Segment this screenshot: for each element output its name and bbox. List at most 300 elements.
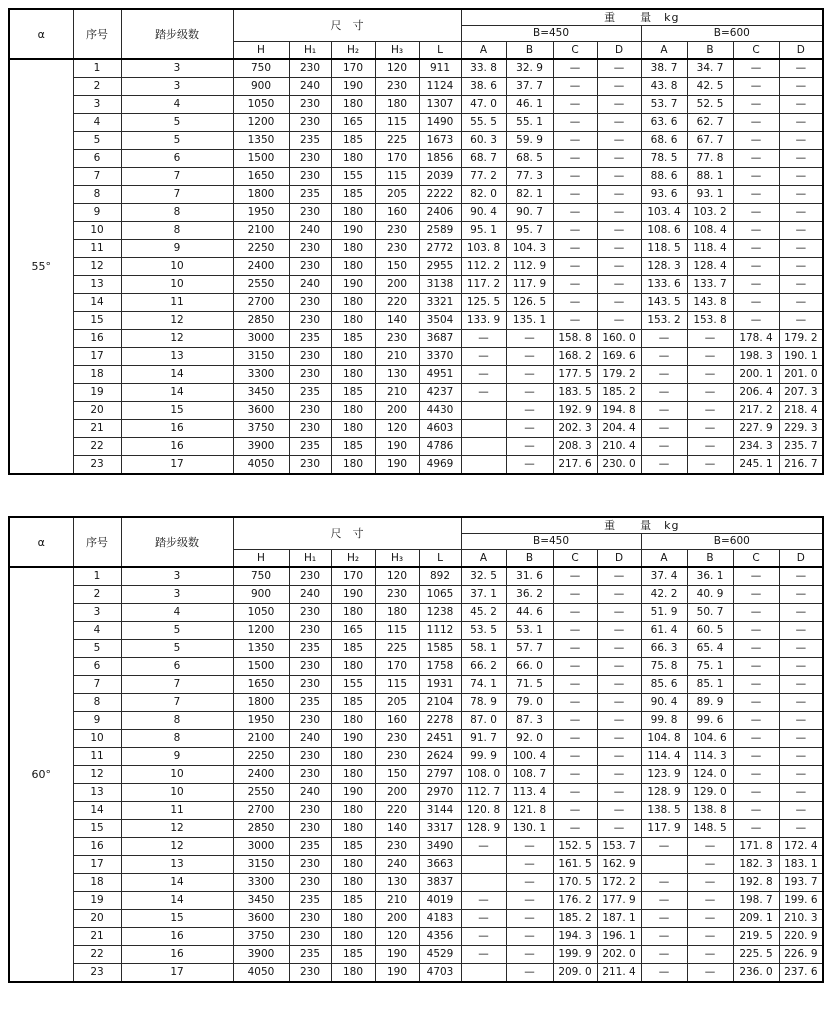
table-cell: 1307 — [419, 96, 461, 114]
table-cell: 113. 4 — [506, 784, 553, 802]
table-row — [9, 676, 823, 694]
table-cell: — — [553, 59, 597, 78]
col-header-serial: 序号 — [73, 9, 121, 59]
table-cell: 170 — [331, 567, 375, 586]
table-cell: 230 — [375, 330, 419, 348]
table-cell: 9 — [73, 712, 121, 730]
col-header-weight: 重 量 kg — [461, 517, 823, 534]
table-cell: — — [779, 186, 823, 204]
table-cell: 4019 — [419, 892, 461, 910]
col-header-b600-d: D — [779, 42, 823, 60]
table-cell: 2772 — [419, 240, 461, 258]
table-cell: 230 — [375, 838, 419, 856]
table-cell: 3450 — [233, 384, 289, 402]
table-cell: 115 — [375, 622, 419, 640]
table-cell: 230 — [289, 150, 331, 168]
table-cell: — — [733, 748, 779, 766]
table-row — [9, 150, 823, 168]
table-cell — [461, 856, 506, 874]
table-cell: 230 — [289, 676, 331, 694]
table-cell: 11 — [121, 802, 233, 820]
table-cell: 6 — [73, 150, 121, 168]
table-cell: — — [733, 622, 779, 640]
table-cell: — — [733, 694, 779, 712]
table-cell: 892 — [419, 567, 461, 586]
table-cell: 90. 4 — [641, 694, 687, 712]
table-cell: 230 — [375, 240, 419, 258]
table-cell: — — [779, 204, 823, 222]
table-cell: 230 — [289, 604, 331, 622]
table-cell: 99. 9 — [461, 748, 506, 766]
col-header-h1: H₁ — [289, 42, 331, 60]
table-cell: 1050 — [233, 604, 289, 622]
table-cell: 171. 8 — [733, 838, 779, 856]
table-cell: — — [597, 59, 641, 78]
table-cell: 3600 — [233, 402, 289, 420]
col-header-steps: 踏步级数 — [121, 9, 233, 59]
table-cell: 2970 — [419, 784, 461, 802]
table-cell: — — [733, 168, 779, 186]
table-cell: 2451 — [419, 730, 461, 748]
table-cell: 2400 — [233, 258, 289, 276]
table-cell: 66. 0 — [506, 658, 553, 676]
table-cell: 1 — [73, 567, 121, 586]
table-cell: 180 — [375, 604, 419, 622]
table-cell — [461, 420, 506, 438]
table-cell: 200 — [375, 784, 419, 802]
col-header-dimensions: 尺 寸 — [233, 9, 461, 42]
table-cell: — — [687, 348, 733, 366]
table-body-55 — [9, 59, 823, 474]
col-header-b450-d: D — [597, 550, 641, 568]
table-row — [9, 856, 823, 874]
col-header-b600: B=600 — [641, 534, 823, 550]
table-cell: 4 — [121, 604, 233, 622]
table-cell: 180 — [331, 402, 375, 420]
table-cell: 230 — [289, 766, 331, 784]
table-cell: — — [597, 258, 641, 276]
table-cell: 7 — [121, 168, 233, 186]
table-row — [9, 240, 823, 258]
table-cell: 185. 2 — [597, 384, 641, 402]
table-cell: 9 — [121, 240, 233, 258]
table-cell: 12 — [121, 312, 233, 330]
table-cell: 230 — [289, 114, 331, 132]
table-cell: 20 — [73, 402, 121, 420]
table-cell: 11 — [73, 748, 121, 766]
table-cell: 100. 4 — [506, 748, 553, 766]
table-body-60 — [9, 567, 823, 982]
col-header-h2: H₂ — [331, 550, 375, 568]
table-cell: 5 — [121, 114, 233, 132]
table-cell: 115 — [375, 114, 419, 132]
table-cell: 130 — [375, 366, 419, 384]
table-cell: — — [779, 114, 823, 132]
table-cell: — — [506, 874, 553, 892]
table-cell: 210. 4 — [597, 438, 641, 456]
table-cell: 87. 0 — [461, 712, 506, 730]
col-header-b450-c: C — [553, 550, 597, 568]
table-cell: 240 — [289, 276, 331, 294]
table-cell: 230 — [289, 802, 331, 820]
table-cell: 4603 — [419, 420, 461, 438]
table-row — [9, 748, 823, 766]
table-cell: 208. 3 — [553, 438, 597, 456]
table-cell: 235 — [289, 384, 331, 402]
table-cell: 37. 4 — [641, 567, 687, 586]
table-cell: 230 — [289, 820, 331, 838]
table-cell: — — [597, 276, 641, 294]
table-cell: 200 — [375, 402, 419, 420]
table-cell: 160 — [375, 712, 419, 730]
table-row — [9, 730, 823, 748]
table-cell: — — [779, 168, 823, 186]
table-cell: 85. 6 — [641, 676, 687, 694]
table-cell: 135. 1 — [506, 312, 553, 330]
table-cell: 205 — [375, 186, 419, 204]
table-cell: 235 — [289, 838, 331, 856]
table-row — [9, 312, 823, 330]
table-cell: 4356 — [419, 928, 461, 946]
table-cell: — — [553, 748, 597, 766]
table-cell: 180 — [331, 910, 375, 928]
table-cell — [461, 456, 506, 475]
table-cell: — — [641, 366, 687, 384]
table-cell: 1650 — [233, 676, 289, 694]
table-cell: 79. 0 — [506, 694, 553, 712]
table-cell: 172. 2 — [597, 874, 641, 892]
table-cell: 2406 — [419, 204, 461, 222]
table-cell: 3750 — [233, 928, 289, 946]
table-cell: 103. 2 — [687, 204, 733, 222]
table-cell: 236. 0 — [733, 964, 779, 983]
table-cell: 33. 8 — [461, 59, 506, 78]
table-cell: 1112 — [419, 622, 461, 640]
table-cell: 1800 — [233, 694, 289, 712]
table-cell: 199. 9 — [553, 946, 597, 964]
table-cell: — — [506, 964, 553, 983]
table-cell: 3 — [121, 567, 233, 586]
table-cell: 1800 — [233, 186, 289, 204]
table-cell: 2222 — [419, 186, 461, 204]
alpha-value: 55° — [9, 59, 73, 474]
col-header-b600-b: B — [687, 550, 733, 568]
table-cell: 230 — [289, 658, 331, 676]
table-cell: 210 — [375, 348, 419, 366]
table-cell: 60. 5 — [687, 622, 733, 640]
col-header-l: L — [419, 42, 461, 60]
table-cell: 207. 3 — [779, 384, 823, 402]
table-cell: 7 — [121, 186, 233, 204]
table-cell: 128. 3 — [641, 258, 687, 276]
table-cell: 123. 9 — [641, 766, 687, 784]
table-cell: 3300 — [233, 874, 289, 892]
table-row — [9, 874, 823, 892]
table-cell: 240 — [289, 784, 331, 802]
table-cell: — — [553, 294, 597, 312]
table-cell: 18 — [73, 366, 121, 384]
table-cell: 8 — [121, 730, 233, 748]
table-cell: 74. 1 — [461, 676, 506, 694]
table-cell: — — [687, 874, 733, 892]
table-row — [9, 330, 823, 348]
table-cell: — — [779, 276, 823, 294]
table-cell: 3321 — [419, 294, 461, 312]
table-cell: 6 — [73, 658, 121, 676]
table-cell: 3687 — [419, 330, 461, 348]
table-cell: — — [641, 402, 687, 420]
table-cell: 3138 — [419, 276, 461, 294]
spec-table-55 — [8, 8, 824, 475]
table-cell: 13 — [73, 276, 121, 294]
table-cell: 169. 6 — [597, 348, 641, 366]
table-cell: — — [597, 294, 641, 312]
table-cell: — — [733, 802, 779, 820]
col-header-b600-c: C — [733, 550, 779, 568]
table-cell: — — [553, 114, 597, 132]
table-cell: — — [687, 438, 733, 456]
table-cell: 112. 9 — [506, 258, 553, 276]
table-cell: 230 — [289, 910, 331, 928]
table-cell: 230 — [289, 964, 331, 983]
table-cell — [461, 438, 506, 456]
table-cell: 12 — [73, 766, 121, 784]
table-cell: — — [597, 96, 641, 114]
table-cell: 230 — [375, 748, 419, 766]
table-cell: 1758 — [419, 658, 461, 676]
table-cell: 16 — [121, 946, 233, 964]
table-cell: 165 — [331, 622, 375, 640]
table-cell: 2850 — [233, 312, 289, 330]
table-cell: 82. 0 — [461, 186, 506, 204]
table-cell: 204. 4 — [597, 420, 641, 438]
table-cell: 117. 9 — [641, 820, 687, 838]
table-cell: — — [597, 730, 641, 748]
table-cell: — — [779, 604, 823, 622]
table-cell: 118. 4 — [687, 240, 733, 258]
table-cell: 185 — [331, 640, 375, 658]
table-cell: 3370 — [419, 348, 461, 366]
table-cell: — — [597, 622, 641, 640]
col-header-alpha: α — [9, 9, 73, 59]
table-cell: 104. 6 — [687, 730, 733, 748]
table-cell: 5 — [73, 132, 121, 150]
table-cell: 143. 5 — [641, 294, 687, 312]
table-cell: 57. 7 — [506, 640, 553, 658]
table-cell: 66. 3 — [641, 640, 687, 658]
table-cell: — — [779, 312, 823, 330]
table-cell: — — [641, 384, 687, 402]
table-cell: — — [733, 132, 779, 150]
table-cell: 750 — [233, 59, 289, 78]
table-cell: — — [597, 312, 641, 330]
table-cell: 160. 0 — [597, 330, 641, 348]
table-cell: 210. 3 — [779, 910, 823, 928]
table-cell: 2 — [73, 586, 121, 604]
table-cell: — — [553, 567, 597, 586]
table-cell: — — [733, 766, 779, 784]
col-header-h2: H₂ — [331, 42, 375, 60]
table-cell: 180 — [331, 348, 375, 366]
table-cell: 3 — [73, 604, 121, 622]
table-header — [9, 517, 823, 567]
table-row — [9, 892, 823, 910]
table-cell: 62. 7 — [687, 114, 733, 132]
table-cell: 75. 8 — [641, 658, 687, 676]
table-cell: 196. 1 — [597, 928, 641, 946]
table-row — [9, 186, 823, 204]
table-cell: — — [733, 150, 779, 168]
table-cell: 15 — [121, 910, 233, 928]
table-cell: 1490 — [419, 114, 461, 132]
table-row — [9, 802, 823, 820]
table-cell: 3450 — [233, 892, 289, 910]
table-cell: 200 — [375, 910, 419, 928]
table-cell: 202. 0 — [597, 946, 641, 964]
col-header-b450-d: D — [597, 42, 641, 60]
table-row — [9, 294, 823, 312]
table-cell: 185 — [331, 838, 375, 856]
table-cell: — — [553, 312, 597, 330]
table-cell: — — [779, 222, 823, 240]
table-cell: 180 — [331, 456, 375, 475]
table-cell: 14 — [73, 294, 121, 312]
table-cell: 230 — [375, 78, 419, 96]
table-cell: 3504 — [419, 312, 461, 330]
table-cell: — — [733, 676, 779, 694]
table-cell: 15 — [73, 312, 121, 330]
table-cell: 190 — [331, 276, 375, 294]
table-cell: 3150 — [233, 856, 289, 874]
table-cell: 103. 8 — [461, 240, 506, 258]
col-header-b450: B=450 — [461, 534, 641, 550]
table-cell: — — [779, 586, 823, 604]
table-cell: 1673 — [419, 132, 461, 150]
table-cell: — — [506, 910, 553, 928]
table-cell: — — [641, 928, 687, 946]
table-cell: — — [733, 784, 779, 802]
table-cell: 226. 9 — [779, 946, 823, 964]
table-row — [9, 586, 823, 604]
table-cell: 16 — [121, 420, 233, 438]
table-cell: — — [506, 384, 553, 402]
table-cell: 2250 — [233, 748, 289, 766]
table-cell: 125. 5 — [461, 294, 506, 312]
table-cell: — — [641, 348, 687, 366]
table-cell: — — [779, 59, 823, 78]
table-cell: 1124 — [419, 78, 461, 96]
table-cell: 210 — [375, 892, 419, 910]
table-cell: 59. 9 — [506, 132, 553, 150]
table-cell: 85. 1 — [687, 676, 733, 694]
table-cell: — — [779, 640, 823, 658]
table-cell: 153. 7 — [597, 838, 641, 856]
table-cell: 235 — [289, 892, 331, 910]
table-cell: 120 — [375, 59, 419, 78]
table-cell: 152. 5 — [553, 838, 597, 856]
table-cell: — — [779, 784, 823, 802]
table-cell: — — [733, 276, 779, 294]
table-cell: 61. 4 — [641, 622, 687, 640]
table-cell: — — [779, 150, 823, 168]
table-cell: 168. 2 — [553, 348, 597, 366]
table-cell: 68. 6 — [641, 132, 687, 150]
col-header-alpha: α — [9, 517, 73, 567]
table-cell: 11 — [121, 294, 233, 312]
table-cell: 8 — [121, 712, 233, 730]
table-cell: 185 — [331, 946, 375, 964]
table-cell: 225 — [375, 132, 419, 150]
table-cell: 230 — [289, 928, 331, 946]
table-cell: — — [641, 946, 687, 964]
table-cell: 22 — [73, 946, 121, 964]
table-cell: 10 — [73, 222, 121, 240]
table-cell: 230 — [289, 402, 331, 420]
table-cell: 190 — [331, 78, 375, 96]
col-header-b600: B=600 — [641, 26, 823, 42]
table-cell: 225 — [375, 640, 419, 658]
table-cell: 201. 0 — [779, 366, 823, 384]
spec-table-60 — [8, 516, 824, 983]
table-cell: 3000 — [233, 838, 289, 856]
table-cell: 235. 7 — [779, 438, 823, 456]
table-cell: 17 — [73, 348, 121, 366]
table-cell: 190. 1 — [779, 348, 823, 366]
table-cell: 3900 — [233, 946, 289, 964]
table-cell: 1856 — [419, 150, 461, 168]
table-cell: 120 — [375, 420, 419, 438]
table-cell: 185 — [331, 186, 375, 204]
table-cell: 21 — [73, 420, 121, 438]
table-cell: — — [461, 348, 506, 366]
table-cell: 190 — [331, 784, 375, 802]
table-cell: 180 — [331, 312, 375, 330]
table-cell: 91. 7 — [461, 730, 506, 748]
table-cell: 53. 7 — [641, 96, 687, 114]
table-cell: 5 — [121, 640, 233, 658]
table-cell: 182. 3 — [733, 856, 779, 874]
table-cell: 180 — [331, 294, 375, 312]
table-cell: 230 — [375, 730, 419, 748]
table-cell: 185 — [331, 892, 375, 910]
table-cell: — — [597, 586, 641, 604]
table-cell: 3144 — [419, 802, 461, 820]
table-cell: 178. 4 — [733, 330, 779, 348]
table-cell: 17 — [121, 964, 233, 983]
table-cell: 14 — [121, 384, 233, 402]
table-cell: 10 — [73, 730, 121, 748]
table-cell: 202. 3 — [553, 420, 597, 438]
table-cell: 1350 — [233, 132, 289, 150]
table-cell: 8 — [121, 204, 233, 222]
table-cell: 2039 — [419, 168, 461, 186]
table-cell: — — [641, 910, 687, 928]
table-cell: 190 — [375, 964, 419, 983]
table-cell: — — [597, 784, 641, 802]
table-cell: 180 — [331, 240, 375, 258]
table-cell: 12 — [121, 330, 233, 348]
table-cell: 50. 7 — [687, 604, 733, 622]
table-cell: — — [506, 856, 553, 874]
table-cell: — — [779, 294, 823, 312]
table-cell: 11 — [73, 240, 121, 258]
table-row — [9, 712, 823, 730]
table-cell: 230 — [289, 258, 331, 276]
table-cell: 51. 9 — [641, 604, 687, 622]
table-cell: 180 — [331, 658, 375, 676]
table-cell: 230 — [289, 366, 331, 384]
table-cell: 1500 — [233, 150, 289, 168]
